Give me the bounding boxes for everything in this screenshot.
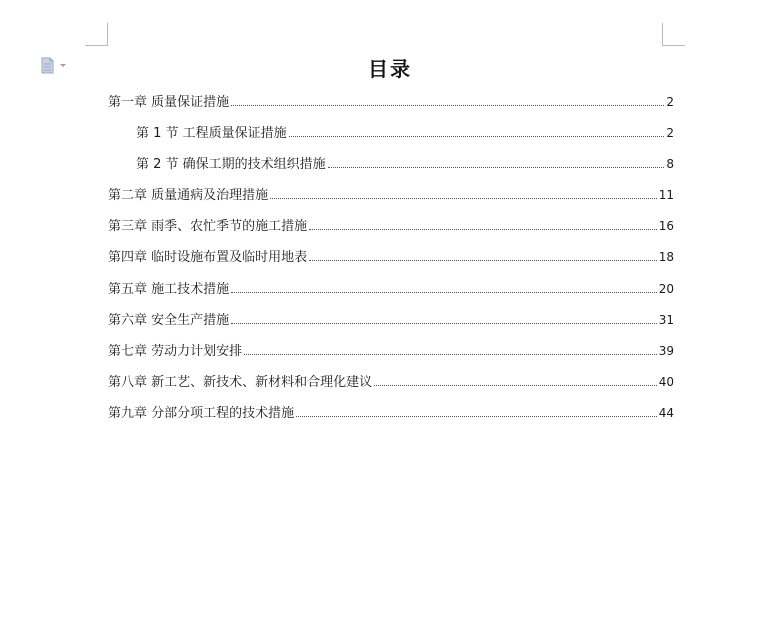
toc-entry[interactable]: [108, 150, 674, 181]
toc-entry[interactable]: [108, 368, 674, 399]
toc-entry-label: 第五章 施工技术措施: [108, 281, 230, 297]
toc-entry-page-number: 8: [666, 157, 674, 172]
toc-entry-page-number: 18: [658, 250, 674, 265]
toc-entry[interactable]: [108, 119, 674, 150]
toc-dot-leader: [231, 292, 657, 293]
table-of-contents: [108, 88, 674, 430]
crop-mark-top-left: [85, 23, 108, 46]
toc-entry-page-number: 16: [658, 219, 674, 234]
toc-entry-page-number: 2: [666, 95, 674, 109]
toc-entry-label: 第 2 节 确保工期的技术组织措施: [136, 157, 326, 173]
toc-entry-page-number: 20: [658, 281, 674, 296]
toc-entry-page-number: 11: [658, 188, 674, 203]
toc-entry[interactable]: [108, 306, 674, 337]
toc-dot-leader: [289, 136, 665, 137]
toc-dot-leader: [296, 416, 657, 417]
toc-dot-leader: [374, 385, 657, 386]
toc-entry[interactable]: [108, 337, 674, 368]
toc-entry[interactable]: [108, 399, 674, 430]
toc-dot-leader: [328, 167, 665, 168]
toc-dot-leader: [270, 198, 657, 199]
crop-mark-top-right: [662, 23, 685, 46]
toc-entry[interactable]: [108, 212, 674, 243]
toc-entry-label: 第二章 质量通病及治理措施: [108, 188, 269, 204]
toc-dot-leader: [231, 105, 664, 106]
toc-dot-leader: [231, 323, 657, 324]
toc-entry-page-number: 31: [658, 312, 674, 327]
toc-entry[interactable]: [108, 181, 674, 212]
toc-entry-page-number: 44: [658, 405, 674, 420]
toc-entry-label: 第八章 新工艺、新技术、新材料和合理化建议: [108, 374, 373, 390]
toc-entry-label: 第六章 安全生产措施: [108, 312, 230, 328]
toc-entry-label: 第 1 节 工程质量保证措施: [136, 126, 287, 142]
toc-entry-page-number: 2: [666, 126, 674, 141]
toc-dot-leader: [309, 260, 657, 261]
toc-entry[interactable]: [108, 275, 674, 306]
toc-entry-label: 第一章 质量保证措施: [108, 95, 230, 110]
toc-title: 目录: [368, 57, 412, 81]
toc-entry[interactable]: [108, 88, 674, 119]
toc-dot-leader: [309, 229, 657, 230]
toc-entry-label: 第七章 劳动力计划安排: [108, 343, 243, 359]
toc-entry-label: 第四章 临时设施布置及临时用地表: [108, 250, 308, 266]
toc-entry-page-number: 39: [658, 343, 674, 358]
toc-entry-label: 第三章 雨季、农忙季节的施工措施: [108, 219, 308, 235]
toc-entry-label: 第九章 分部分项工程的技术措施: [108, 405, 295, 421]
toc-dot-leader: [244, 354, 657, 355]
toc-entry[interactable]: [108, 243, 674, 274]
toc-entry-page-number: 40: [658, 374, 674, 389]
